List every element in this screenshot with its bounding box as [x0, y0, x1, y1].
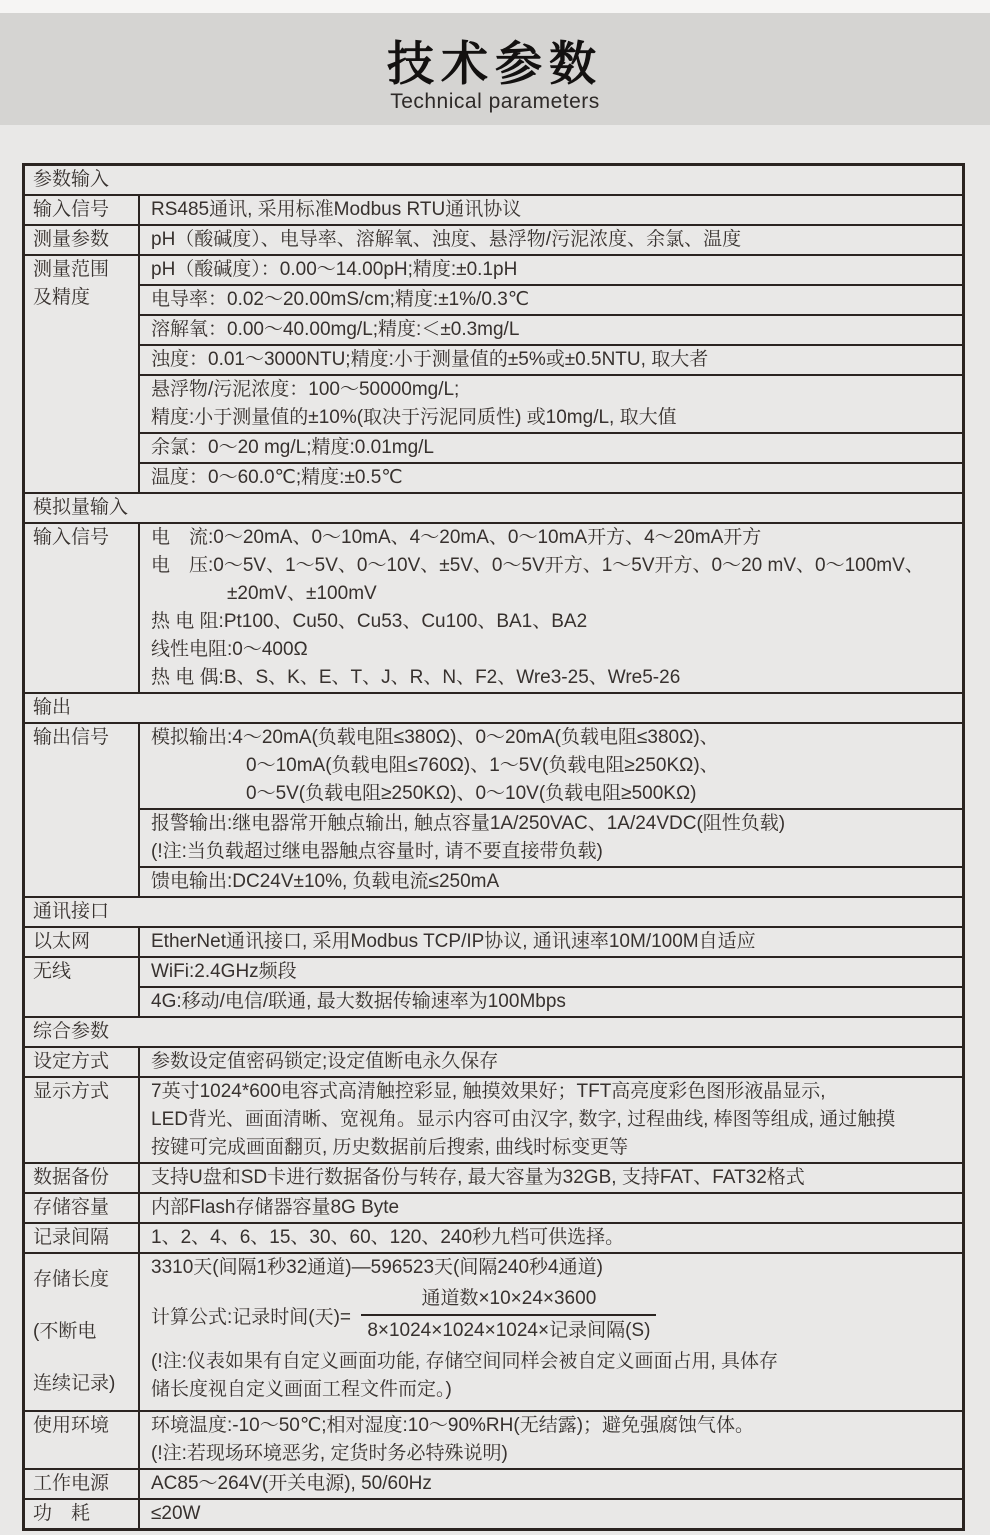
fraction-denominator: 8×1024×1024×1024×记录间隔(S): [361, 1314, 656, 1346]
note-line: 储长度视自定义画面工程文件而定。): [151, 1379, 452, 1400]
table-row: [25, 1192, 962, 1222]
value-line: 3310天(间隔1秒32通道)—596523天(间隔240秒4通道): [151, 1257, 603, 1278]
row-values: [140, 1470, 962, 1498]
row-label-line: 数据备份: [33, 1167, 110, 1188]
row-label-line: 工作电源: [33, 1473, 110, 1494]
formula-row: [151, 1282, 962, 1348]
table-row: [25, 926, 962, 956]
row-values: [140, 256, 962, 492]
table-row: [25, 1076, 962, 1162]
value-line: 精度:小于测量值的±10%(取决于污泥同质性) 或10mg/L, 取大值: [151, 407, 677, 428]
value-cell: [140, 196, 962, 224]
table-row: [25, 1222, 962, 1252]
row-label: [25, 724, 140, 896]
value-cell: [140, 524, 962, 692]
table-row: [25, 522, 962, 692]
row-label-line: 显示方式: [33, 1081, 110, 1102]
note-line: (!注:仪表如果有自定义画面功能, 存储空间同样会被自定义画面占用, 具体存: [151, 1351, 779, 1372]
row-label: [25, 928, 140, 956]
value-line: 电 流:0～20mA、0～10mA、4～20mA、0～10mA开方、4～20mA开方: [151, 527, 762, 548]
value-cell: [140, 928, 962, 956]
value-line: 馈电输出:DC24V±10%, 负载电流≤250mA: [151, 871, 500, 892]
row-values: [140, 1164, 962, 1192]
table-row: [25, 194, 962, 224]
title-band: [0, 13, 990, 125]
row-label: [25, 1194, 140, 1222]
row-label: [25, 1500, 140, 1528]
page-subtitle: Technical parameters: [390, 90, 600, 114]
value-line: 悬浮物/污泥浓度：100～50000mg/L;: [151, 379, 460, 400]
table-row: [25, 224, 962, 254]
value-line: 模拟输出:4～20mA(负载电阻≤380Ω)、0～20mA(负载电阻≤380Ω)、: [151, 727, 719, 748]
value-cell: [140, 866, 962, 896]
row-label: [25, 1224, 140, 1252]
section-header: 输出: [25, 692, 962, 722]
row-label: [25, 1412, 140, 1468]
row-label-line: 存储容量: [33, 1197, 110, 1218]
value-line: RS485通讯, 采用标准Modbus RTU通讯协议: [151, 199, 522, 220]
row-values: [140, 1254, 962, 1410]
row-label-line: 输入信号: [33, 527, 110, 548]
row-values: [140, 226, 962, 254]
value-line: 支持U盘和SD卡进行数据备份与转存, 最大容量为32GB, 支持FAT、FAT32格式: [151, 1167, 805, 1188]
row-values: [140, 724, 962, 896]
value-line: pH（酸碱度）：0.00～14.00pH;精度:±0.1pH: [151, 259, 518, 280]
row-label-line: 输入信号: [33, 199, 110, 220]
value-line: 1、2、4、6、15、30、60、120、240秒九档可供选择。: [151, 1227, 625, 1248]
value-line: (!注:若现场环境恶劣, 定货时务必特殊说明): [151, 1443, 508, 1464]
value-line: 电导率：0.02～20.00mS/cm;精度:±1%/0.3℃: [151, 289, 530, 310]
row-label: [25, 256, 140, 492]
table-row: [25, 722, 962, 896]
value-cell: [140, 1470, 962, 1498]
value-line: WiFi:2.4GHz频段: [151, 961, 297, 982]
value-line: pH（酸碱度）、电导率、溶解氧、浊度、悬浮物/污泥浓度、余氯、温度: [151, 229, 742, 250]
table-row: [25, 1498, 962, 1528]
value-cell: [140, 314, 962, 344]
row-label-line: 输出信号: [33, 727, 110, 748]
row-values: [140, 1224, 962, 1252]
value-cell: [140, 808, 962, 866]
row-label: [25, 1078, 140, 1162]
row-label: [25, 226, 140, 254]
value-cell: [140, 1224, 962, 1252]
value-cell: [140, 256, 962, 284]
row-label-line: 及精度: [33, 287, 91, 308]
value-line: 热 电 阻:Pt100、Cu50、Cu53、Cu100、BA1、BA2: [151, 611, 588, 632]
value-cell: [140, 986, 962, 1016]
value-line: 余氯：0～20 mg/L;精度:0.01mg/L: [151, 437, 434, 458]
value-line: 内部Flash存储器容量8G Byte: [151, 1197, 400, 1218]
row-label: [25, 1254, 140, 1410]
fraction-numerator: 通道数×10×24×3600: [421, 1288, 597, 1309]
table-row: [25, 956, 962, 1016]
row-label-line: 记录间隔: [33, 1227, 110, 1248]
value-line: 热 电 偶:B、S、K、E、T、J、R、N、F2、Wre3-25、Wre5-26: [151, 667, 681, 688]
row-label: [25, 524, 140, 692]
value-line: 电 压:0～5V、1～5V、0～10V、±5V、0～5V开方、1～5V开方、0～20 mV、0～100mV、: [151, 555, 924, 576]
section-header: 通讯接口: [25, 896, 962, 926]
value-cell: [140, 1254, 962, 1404]
row-values: [140, 1412, 962, 1468]
row-label: [25, 196, 140, 224]
value-line: 报警输出:继电器常开触点输出, 触点容量1A/250VAC、1A/24VDC(阻性负载): [151, 813, 786, 834]
row-label: [25, 1470, 140, 1498]
value-line: 环境温度:-10～50℃;相对湿度:10～90%RH(无结露)；避免强腐蚀气体。: [151, 1415, 755, 1436]
value-cell: [140, 432, 962, 462]
row-label-line: 测量参数: [33, 229, 110, 250]
value-cell: [140, 284, 962, 314]
value-cell: [140, 1048, 962, 1076]
row-label-line: (不断电: [33, 1321, 97, 1342]
value-cell: [140, 1412, 962, 1468]
row-label-line: 设定方式: [33, 1051, 110, 1072]
row-label-line: 以太网: [33, 931, 91, 952]
value-cell: [140, 344, 962, 374]
value-line: ±20mV、±100mV: [151, 583, 377, 604]
table-row: [25, 1468, 962, 1498]
row-label-line: 功 耗: [33, 1503, 91, 1524]
row-label-line: 存储长度: [33, 1269, 110, 1290]
value-cell: [140, 374, 962, 432]
top-strip: [0, 0, 990, 13]
table-row: [25, 1046, 962, 1076]
row-values: [140, 1500, 962, 1528]
value-line: 0～5V(负载电阻≥250KΩ)、0～10V(负载电阻≥500KΩ): [151, 783, 697, 804]
fraction: [361, 1284, 656, 1346]
table-row: [25, 254, 962, 492]
value-line: ≤20W: [151, 1503, 201, 1524]
row-values: [140, 1194, 962, 1222]
page-title: 技术参数: [387, 36, 603, 90]
row-values: [140, 196, 962, 224]
value-line: 线性电阻:0～400Ω: [151, 639, 308, 660]
row-values: [140, 958, 962, 1016]
value-line: 4G:移动/电信/联通, 最大数据传输速率为100Mbps: [151, 991, 566, 1012]
value-line: 浊度：0.01～3000NTU;精度:小于测量值的±5%或±0.5NTU, 取大者: [151, 349, 709, 370]
row-label: [25, 958, 140, 1016]
row-label-line: 测量范围: [33, 259, 110, 280]
value-cell: [140, 1164, 962, 1192]
row-values: [140, 928, 962, 956]
row-label-line: 无线: [33, 961, 72, 982]
value-line: AC85～264V(开关电源), 50/60Hz: [151, 1473, 432, 1494]
value-cell: [140, 958, 962, 986]
table-row: [25, 1252, 962, 1410]
value-line: LED背光、画面清晰、宽视角。显示内容可由汉字, 数字, 过程曲线, 棒图等组成, 通过触摸: [151, 1109, 896, 1130]
row-values: [140, 1048, 962, 1076]
table-row: [25, 1162, 962, 1192]
value-line: EtherNet通讯接口, 采用Modbus TCP/IP协议, 通讯速率10M/100M自适应: [151, 931, 756, 952]
section-header: 模拟量输入: [25, 492, 962, 522]
row-label: [25, 1164, 140, 1192]
row-values: [140, 524, 962, 692]
row-label: [25, 1048, 140, 1076]
value-cell: [140, 1194, 962, 1222]
value-line: 溶解氧：0.00～40.00mg/L;精度:＜±0.3mg/L: [151, 319, 520, 340]
section-header: 综合参数: [25, 1016, 962, 1046]
value-line: (!注:当负载超过继电器触点容量时, 请不要直接带负载): [151, 841, 603, 862]
value-cell: [140, 462, 962, 492]
row-values: [140, 1078, 962, 1162]
value-line: 0～10mA(负载电阻≤760Ω)、1～5V(负载电阻≥250KΩ)、: [151, 755, 719, 776]
value-line: 按键可完成画面翻页, 历史数据前后搜索, 曲线时标变更等: [151, 1137, 629, 1158]
value-line: 参数设定值密码锁定;设定值断电永久保存: [151, 1051, 499, 1072]
spec-table: [22, 163, 965, 1531]
value-cell: [140, 226, 962, 254]
formula-prefix: 计算公式:记录时间(天)=: [151, 1306, 357, 1328]
value-cell: [140, 724, 962, 808]
value-line: 7英寸1024*600电容式高清触控彩显, 触摸效果好；TFT高亮度彩色图形液晶显示,: [151, 1081, 826, 1102]
section-header: 参数输入: [33, 169, 110, 190]
row-label-line: 使用环境: [33, 1415, 110, 1436]
value-line: 温度：0～60.0℃;精度:±0.5℃: [151, 467, 403, 488]
value-cell: [140, 1078, 962, 1162]
value-cell: [140, 1500, 962, 1528]
row-label-line: 连续记录): [33, 1373, 116, 1394]
table-row: [25, 1410, 962, 1468]
